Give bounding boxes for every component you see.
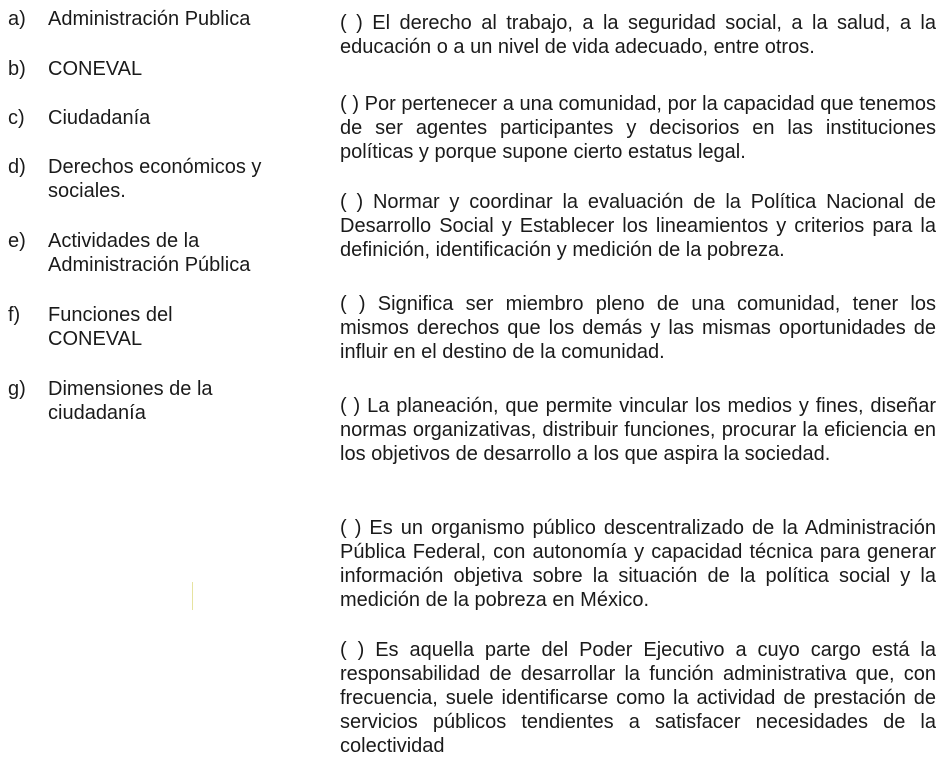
faint-divider (192, 582, 193, 610)
option-label: Ciudadanía (48, 107, 151, 129)
statement-4: ( ) Significa ser miembro pleno de una comunidad, tener los mismos derechos que los demás y las mismas oportunidades de influir en el destino de la comunidad. (340, 293, 936, 363)
statement-6: ( ) Es un organismo público descentralizado de la Administración Pública Federal, con autonomía y capacidad técnica para generar información objetiva sobre la situación de la política social y la medición de la pobreza en México. (340, 517, 936, 611)
option-letter: a) (8, 8, 26, 30)
statement-2: ( ) Por pertenecer a una comunidad, por la capacidad que tenemos de ser agentes participantes y decisorios en las instituciones políticas y porque supone cierto estatus legal. (340, 93, 936, 163)
statement-1: ( ) El derecho al trabajo, a la seguridad social, a la salud, a la educación o a un nivel de vida adecuado, entre otros. (340, 12, 936, 58)
option-letter: d) (8, 156, 26, 178)
statement-7: ( ) Es aquella parte del Poder Ejecutivo a cuyo cargo está la responsabilidad de desarrollar la función administrativa que, con frecuencia, suele identificarse como la actividad de prestación de servicios públicos tendientes a satisfacer necesidades de la colectividad (340, 639, 936, 757)
option-label: CONEVAL (48, 58, 143, 80)
statement-3: ( ) Normar y coordinar la evaluación de la Política Nacional de Desarrollo Social y Establecer los lineamientos y criterios para la definición, identificación y medición de la pobreza. (340, 191, 936, 261)
option-letter: f) (8, 304, 21, 326)
option-label: Administración Publica (48, 8, 251, 30)
option-letter: g) (8, 378, 26, 400)
statement-5: ( ) La planeación, que permite vincular los medios y fines, diseñar normas organizativas, distribuir funciones, procurar la eficiencia en los objetivos de desarrollo a los que aspira la sociedad. (340, 395, 936, 465)
option-label: Derechos económicos y sociales. (48, 156, 262, 202)
option-letter: b) (8, 58, 26, 80)
option-label: Funciones del CONEVAL (48, 304, 173, 350)
option-letter: c) (8, 107, 25, 129)
option-letter: e) (8, 230, 26, 252)
option-label: Actividades de la Administración Pública (48, 230, 251, 276)
option-label: Dimensiones de la ciudadanía (48, 378, 213, 424)
